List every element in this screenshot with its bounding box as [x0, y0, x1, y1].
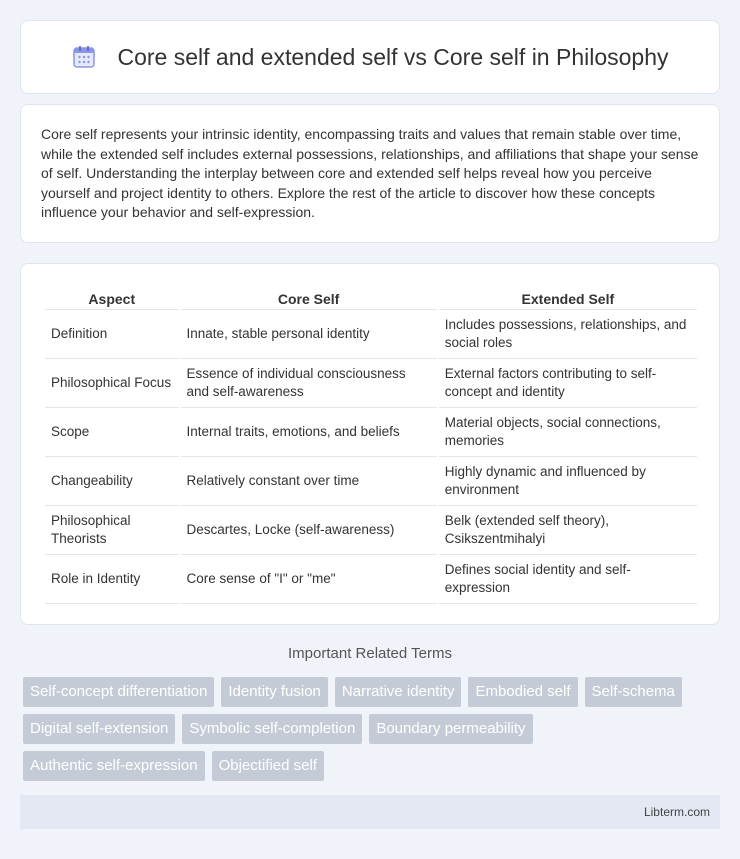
related-term-tag[interactable]: Self-schema — [585, 677, 682, 707]
related-term-tag[interactable]: Self-concept differentiation — [23, 677, 214, 707]
related-term-tag[interactable]: Digital self-extension — [23, 714, 175, 744]
table-cell: Core sense of "I" or "me" — [181, 555, 437, 604]
table-cell: Innate, stable personal identity — [181, 310, 437, 359]
comparison-table-card — [20, 263, 720, 625]
page-title: Core self and extended self vs Core self in Philosophy — [117, 43, 669, 70]
table-cell: Highly dynamic and influenced by environment — [439, 457, 697, 506]
table-row — [45, 359, 697, 408]
footer-site-link[interactable]: Libterm.com — [643, 805, 710, 819]
table-cell: Role in Identity — [45, 555, 179, 604]
table-cell: Defines social identity and self-expression — [439, 555, 697, 604]
related-term-tag[interactable]: Boundary permeability — [369, 714, 532, 744]
related-term-tag[interactable]: Authentic self-expression — [23, 751, 205, 781]
table-cell: Includes possessions, relationships, and social roles — [439, 310, 697, 359]
table-cell: Scope — [45, 408, 179, 457]
table-row — [45, 310, 697, 359]
intro-paragraph: Core self represents your intrinsic identity, encompassing traits and values that remain stable over time, while the extended self includes external possessions, relationships, and affiliations that shape your sense of self. Understanding the interplay between core and extended self helps reveal how you perceive yourself and project identity to others. Explore the rest of the article to discover how these concepts influence your behavior and self-expression. — [41, 126, 699, 221]
intro-card — [20, 104, 720, 243]
table-cell: Definition — [45, 310, 179, 359]
related-terms-heading: Important Related Terms — [288, 645, 452, 662]
table-cell: Internal traits, emotions, and beliefs — [181, 408, 437, 457]
related-term-tag[interactable]: Embodied self — [468, 677, 577, 707]
table-row — [45, 506, 697, 555]
table-cell: Relatively constant over time — [181, 457, 437, 506]
calendar-icon — [71, 44, 97, 70]
table-row — [45, 457, 697, 506]
table-cell: Essence of individual consciousness and self-awareness — [181, 359, 437, 408]
table-cell: Changeability — [45, 457, 179, 506]
table-cell: Philosophical Focus — [45, 359, 179, 408]
table-row — [45, 555, 697, 604]
table-cell: External factors contributing to self-concept and identity — [439, 359, 697, 408]
column-header-aspect: Aspect — [45, 284, 179, 310]
table-row — [45, 408, 697, 457]
title-card — [20, 20, 720, 94]
table-cell: Philosophical Theorists — [45, 506, 179, 555]
related-term-tag[interactable]: Narrative identity — [335, 677, 462, 707]
table-cell: Descartes, Locke (self-awareness) — [181, 506, 437, 555]
related-term-tag[interactable]: Objectified self — [212, 751, 324, 781]
column-header-core-self: Core Self — [181, 284, 437, 310]
table-header-row — [45, 284, 697, 310]
column-header-extended-self: Extended Self — [439, 284, 697, 310]
table-cell: Belk (extended self theory), Csikszentmihalyi — [439, 506, 697, 555]
footer — [20, 795, 720, 829]
related-terms-list — [23, 677, 703, 781]
comparison-table — [43, 284, 699, 604]
table-cell: Material objects, social connections, memories — [439, 408, 697, 457]
related-term-tag[interactable]: Identity fusion — [221, 677, 328, 707]
related-term-tag[interactable]: Symbolic self-completion — [182, 714, 362, 744]
